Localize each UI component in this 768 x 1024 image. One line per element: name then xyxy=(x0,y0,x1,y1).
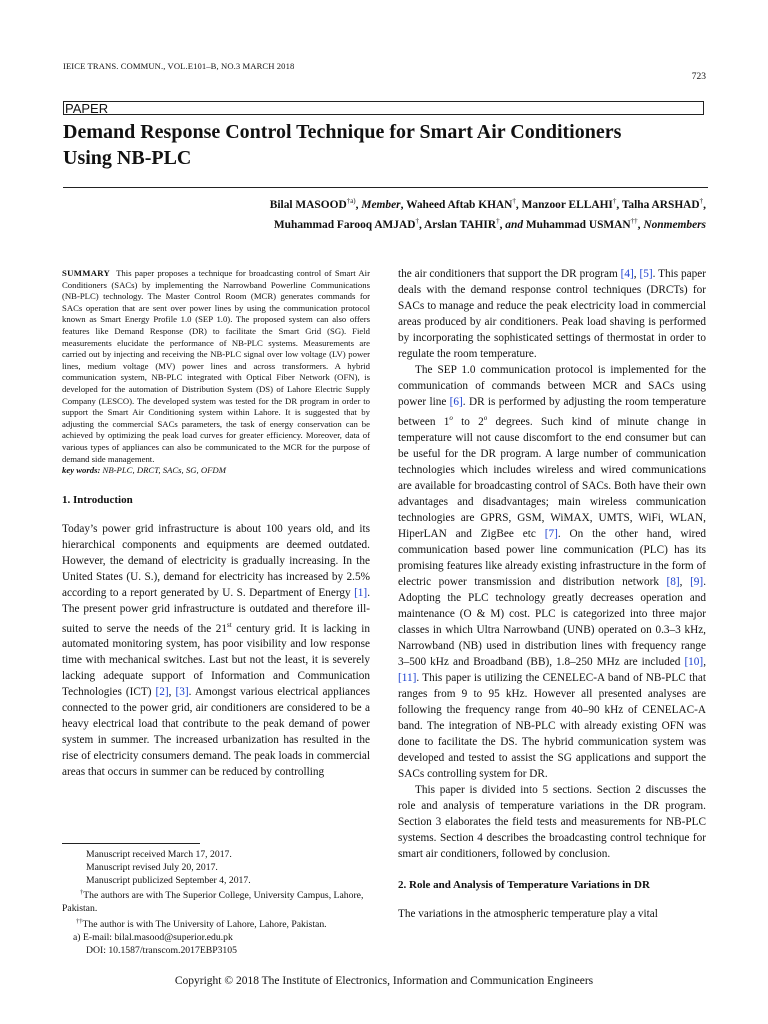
summary-label: SUMMARY xyxy=(62,268,111,278)
citation-link[interactable]: [6] xyxy=(449,396,463,408)
footnote: Manuscript received March 17, 2017. xyxy=(86,849,232,860)
title-line-1: Demand Response Control Technique for Smart Air Conditioners xyxy=(63,121,622,143)
text-run: , xyxy=(703,655,706,668)
author-line-1: Bilal MASOOD$^{\dagger a)}$, Member, Waheed Aftab KHAN†, Manzoor ELLAHI†, Talha ARSHAD†, xyxy=(269,197,706,211)
running-head: IEICE TRANS. COMMUN., VOL.E101–B, NO.3 MARCH 2018 xyxy=(63,61,295,71)
text-run: . Amongst various electrical appliances connected to the power grid, air conditioners are considered to be a heavy electrical load that contribute to the peak demand of power system in summer. The increased urbanization has resulted in the rise of electricity consumers demand. The peak loads in commercial areas that occurs in summer can be reduced by controlling xyxy=(62,686,371,779)
author-list xyxy=(150,193,706,233)
text-run: . This paper is utilizing the CENELEC-A band of NB-PLC that ranges from 9 to 95 kHz. However all presented analyses are following the frequency range from 40–90 kHz of CENELAC-A band. The integration of NB-PLC with already existing OFN was done to facilitate the DS. The hybrid communication system was developed and tested to assist the SG applications and support the SACs controlling system for DR. xyxy=(398,671,706,780)
text-run: Today’s power grid infrastructure is about 100 years old, and its hierarchical components and equipments are deemed outdated. However, the demand of electricity is gradually increasing. In the United States (U. S.), demand for electricity has increased by 2.5% according to a report generated by U. S. Department of Energy xyxy=(62,522,370,599)
citation-link[interactable]: [9] xyxy=(690,575,704,588)
author-name: Muhammad Farooq AMJAD xyxy=(273,218,416,231)
paragraph: The variations in the atmospheric temperature play a vital xyxy=(398,907,658,920)
author-affiliation-mark: † xyxy=(496,216,500,225)
citation-link[interactable]: [5] xyxy=(639,268,653,280)
footnote-mark: †† xyxy=(76,918,83,926)
text-run: the air conditioners that support the DR program xyxy=(398,268,621,280)
footnote xyxy=(62,916,370,932)
citation-link[interactable]: [10] xyxy=(684,655,704,668)
paragraph xyxy=(398,362,706,782)
author-affiliation-mark: †† xyxy=(630,216,638,225)
footnotes xyxy=(62,849,370,958)
citation-link[interactable]: [8] xyxy=(666,575,680,588)
title-rule xyxy=(63,187,708,188)
author-name: Bilal MASOOD xyxy=(269,198,347,211)
footnote-email: a) E-mail: bilal.masood@superior.edu.pk xyxy=(73,932,233,944)
section-heading-introduction: 1. Introduction xyxy=(62,493,133,506)
footnote-doi: DOI: 10.1587/transcom.2017EBP3105 xyxy=(86,945,237,957)
footnote: Manuscript publicized September 4, 2017. xyxy=(86,874,251,886)
author-affiliation-mark: †a) xyxy=(346,197,356,205)
author-name: Talha ARSHAD xyxy=(621,198,700,211)
paper-title xyxy=(63,119,708,171)
footnote-text: The authors are with The Superior College, University Campus, Lahore, Pakistan. xyxy=(62,890,364,915)
section-heading-role-analysis: 2. Role and Analysis of Temperature Variations in DR xyxy=(398,878,650,891)
keywords-label: key words: xyxy=(62,465,101,476)
author-conjunction: and xyxy=(505,218,524,231)
copyright-notice: Copyright © 2018 The Institute of Electronics, Information and Communication Engineers xyxy=(174,975,594,987)
text-run: , xyxy=(633,268,640,280)
citation-link[interactable]: [1] xyxy=(354,586,368,599)
left-column xyxy=(62,268,370,780)
page-number: 723 xyxy=(691,72,706,82)
citation-link[interactable]: [11] xyxy=(398,671,417,684)
summary-paragraph xyxy=(62,268,370,465)
citation-link[interactable]: [7] xyxy=(544,527,558,540)
right-column xyxy=(398,266,706,922)
text-run: , xyxy=(679,575,691,588)
text-run: . The present power grid infrastructure is outdated and therefore ill-suited to serve the needs of the 21 xyxy=(62,586,370,635)
text-run: , xyxy=(168,686,176,699)
text-run: century grid. It is lacking in automated monitoring system, has poor visibility and low response time with mechanical switches. Last but not the least, it is severely lacking adequate support of Information and Communication Technologies (ICT) xyxy=(62,622,370,699)
summary-text: This paper proposes a technique for broadcasting control of Smart Air Conditioners (SACs) by implementing the Narrowband Powerline Communications (NB-PLC) technology. The Master Control Room (MCR) generates commands for SACs operation that are sent over power lines by using the communication protocol known as Smart Energy Profile 1.0 (SEP 1.0). The proposed system can also offers features like Demand Response (DR) to facilitate the Smart Grid (SG). Field measurements elucidate the performance of NB-PLC systems. Measurements are carried out by injecting and receiving the NB-PLC signal over low voltage (LV) power lines, medium voltage (MV) power lines and across transformers. A hybrid communication system, NB-PLC integrated with Optical Fiber Network (OFN), is developed for the automation of Distribution System (DS) of Lahore Electric Supply Company (LESCO). The developed system was tested for the DR program in order to support the Smart Air Conditioning system within Lahore. It is suggested that by adjusting the commercial SACs parameters, the task of energy conservation can be achieved by optimizing the peak load curves for greater efficiency. Moreover, data of various types of appliances can also be communicated to the MCR for the purpose of demand side management. xyxy=(62,268,370,464)
author-affiliation-mark: † xyxy=(415,216,419,225)
keywords-text: NB-PLC, DRCT, SACs, SG, OFDM xyxy=(102,465,226,476)
text-run: . On the other hand, wired communication based power line communication (PLC) has its promising features like already existing infrastructure in the form of electric power transmission and distribution network xyxy=(398,527,706,588)
membership-label: Nonmembers xyxy=(643,218,706,231)
author-affiliation-mark: † xyxy=(612,197,617,205)
title-line-2: Using NB-PLC xyxy=(63,147,192,169)
citation-link[interactable]: [4] xyxy=(620,268,634,280)
author-line-2: Muhammad Farooq AMJAD†, Arslan TAHIR†, and Muhammad USMAN††, Nonmembers xyxy=(273,216,706,231)
paragraph: This paper is divided into 5 sections. Section 2 discusses the role and analysis of temperature variations in the DR program. Section 3 elaborates the field tests and measurements for NB-PLC systems. Section 4 describes the broadcasting control technique for smart air conditioners, followed by conclusion. xyxy=(398,783,706,860)
author-affiliation-mark: † xyxy=(699,197,704,205)
keywords-line xyxy=(62,465,370,477)
text-run: . DR is performed by adjusting the room temperature between 1 xyxy=(398,396,706,428)
paper-type-box: PAPER xyxy=(63,101,704,115)
citation-link[interactable]: [3] xyxy=(175,686,189,699)
paragraph xyxy=(398,266,706,362)
superscript: o xyxy=(483,414,488,422)
superscript: st xyxy=(227,620,232,629)
author-name: Muhammad USMAN xyxy=(525,218,631,231)
footnote: Manuscript revised July 20, 2017. xyxy=(86,861,218,873)
text-run: . This paper deals with the demand response control techniques (DRCTs) for SACs to manage and reduce the peak electricity load in commercial areas produced by air conditioners. Peak load shaving is performed by incorporating the sophisticated settings of thermostat in order to regulate the room temperature. xyxy=(398,268,707,360)
footnote-mark: † xyxy=(80,889,84,897)
text-run: to 2 xyxy=(452,415,484,428)
text-run: degrees. Such kind of minute change in temperature will not cause discomfort to the end consumer but can be useful for the DR program. A large number of communication technologies which includes wireless and wired communications are available for broadcasting control of SACs. Both have their own advantages and disadvantages; main wireless communication technologies are GPRS, GSM, WiMAX, UMTS, WiFi, WLAN, HiperLAN and ZigBee etc xyxy=(398,415,706,540)
author-name: Waheed Aftab KHAN xyxy=(406,198,513,211)
membership-label: Member xyxy=(361,198,401,211)
text-run: The SEP 1.0 communication protocol is implemented for the communication of commands between MCR and SACs using power line xyxy=(398,364,706,408)
text-run: . Adopting the PLC technology greatly decreases operation and maintenance (O & M) cost. PLC is categorized into three major classes in which Ultra Narrowband (UNB) operated on 0.3–3 kHz, Narrowband (NB) used in distribution lines with frequency range 3–500 kHz and Broadband (BB), 1.8–250 MHz are included xyxy=(398,575,706,668)
footnote-text: The author is with The University of Lahore, Lahore, Pakistan. xyxy=(82,919,327,931)
footnote-separator xyxy=(62,843,200,844)
superscript: o xyxy=(449,414,453,422)
citation-link[interactable]: [2] xyxy=(155,686,169,699)
intro-paragraph xyxy=(62,521,370,781)
author-affiliation-mark: † xyxy=(512,197,516,205)
footnote xyxy=(62,887,370,916)
author-name: Arslan TAHIR xyxy=(424,218,497,231)
author-name: Manzoor ELLAHI xyxy=(521,198,613,211)
